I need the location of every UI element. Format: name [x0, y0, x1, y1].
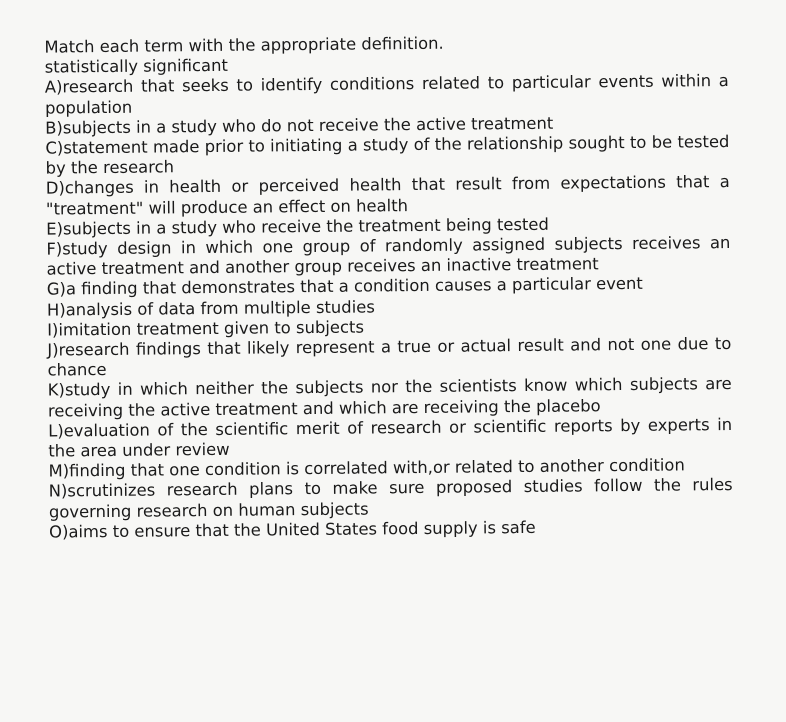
- option-k: [48, 374, 732, 421]
- option-letter: N): [48, 481, 68, 502]
- option-text: study design in which one group of randomly assigned subjects receives an active treatment and another group receives an inactive treatment: [46, 233, 731, 279]
- option-letter: G): [46, 279, 66, 300]
- option-letter: K): [47, 380, 65, 401]
- option-letter: J): [47, 340, 59, 360]
- option-text: finding that one condition is correlated with,or related to another condition: [68, 455, 685, 481]
- option-letter: F): [46, 239, 63, 259]
- option-text: study in which neither the subjects nor the scientists know which subjects are receiving the active treatment and which are receiving the placebo: [47, 374, 732, 421]
- option-a: [45, 71, 729, 118]
- option-letter: I): [47, 320, 59, 340]
- option-n: [49, 475, 733, 522]
- option-text: evaluation of the scientific merit of research or scientific reports by experts in the area under review: [48, 414, 733, 461]
- option-text: scrutinizes research plans to make sure proposed studies follow the rules governing research on human subjects: [48, 475, 733, 522]
- option-text: aims to ensure that the United States food supply is safe: [68, 517, 536, 542]
- option-text: analysis of data from multiple studies: [65, 297, 375, 320]
- option-letter: M): [48, 461, 70, 481]
- option-f: [46, 233, 730, 280]
- option-text: research findings that likely represent a true or actual result and not one due to chance: [47, 334, 732, 380]
- option-j: [47, 334, 731, 381]
- question-term: statistically significant: [44, 56, 228, 77]
- option-c: [45, 132, 729, 179]
- option-letter: C): [45, 138, 64, 158]
- option-l: [48, 415, 732, 462]
- option-d: [46, 172, 730, 219]
- option-text: imitation treatment given to subjects: [58, 317, 365, 340]
- option-letter: B): [45, 118, 63, 138]
- option-letter: O): [49, 522, 69, 542]
- option-letter: D): [45, 178, 65, 198]
- option-letter: A): [44, 77, 63, 97]
- option-text: changes in health or perceived health that result from expectations that a "treatment" will produce an effect on health: [45, 172, 730, 219]
- question-instruction: Match each term with the appropriate definition.: [44, 33, 444, 57]
- option-letter: L): [48, 421, 64, 441]
- option-text: statement made prior to initiating a study of the relationship sought to be tested by the research: [45, 132, 730, 178]
- option-text: a finding that demonstrates that a condition causes a particular event: [65, 274, 643, 299]
- option-text: research that seeks to identify conditions related to particular events within a population: [44, 71, 729, 118]
- option-text: subjects in a study who receive the treatment being tested: [62, 214, 549, 239]
- option-letter: E): [46, 219, 64, 239]
- option-letter: H): [46, 300, 66, 320]
- option-text: subjects in a study who do not receive the active treatment: [62, 113, 554, 138]
